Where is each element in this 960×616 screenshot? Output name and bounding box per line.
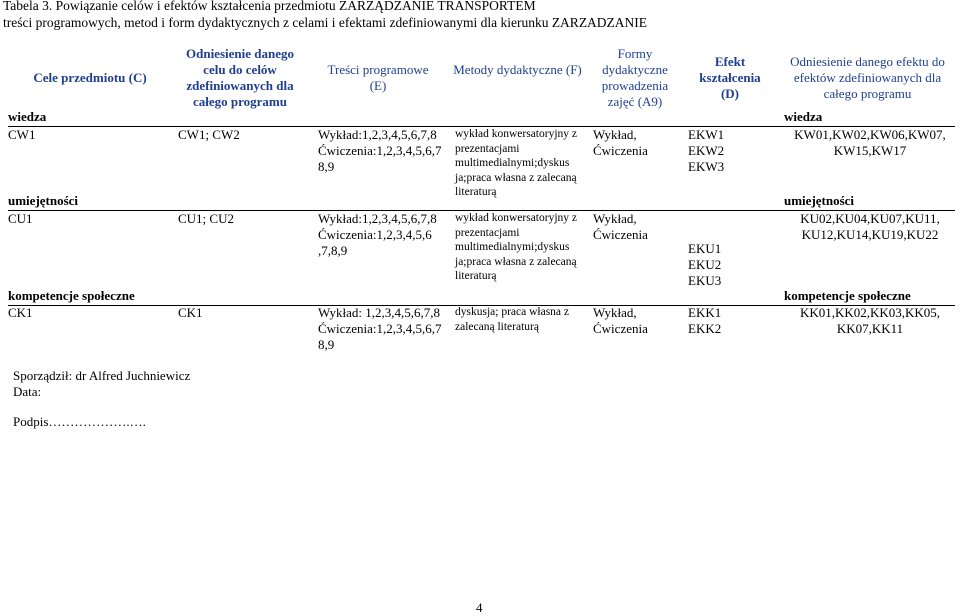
header-odniesienie-efektu: Odniesienie danego efektu do efektów zdefiniowanych dla całego programu <box>790 54 945 101</box>
odniesienie-kompetencje: CK1 <box>178 305 203 320</box>
tresci-umiejetnosci-3: ,7,8,9 <box>318 243 348 258</box>
metody-wiedza: wykład konwersatoryjny z prezentacjami multimedialnymi;dyskus ja;praca własna z zalecaną literaturą <box>455 128 577 198</box>
section-label-umiejetnosci: umiejętności <box>8 193 79 208</box>
efekt-wiedza-3: EKW3 <box>688 159 725 174</box>
odniesienie-umiejetnosci: CU1; CU2 <box>178 211 234 226</box>
tresci-kompetencje-2: Ćwiczenia:1,2,3,4,5,6,7 <box>318 321 442 336</box>
formy-umiejetnosci-1: Wykład, <box>593 211 637 226</box>
efekt-wiedza-1: EKW1 <box>688 127 725 142</box>
tresci-umiejetnosci-1: Wykład:1,2,3,4,5,6,7,8 <box>318 211 437 226</box>
formy-wiedza-1: Wykład, <box>593 127 637 142</box>
date-label: Data: <box>13 384 42 399</box>
tresci-kompetencje-1: Wykład: 1,2,3,4,5,6,7,8 <box>318 305 440 320</box>
formy-kompetencje-1: Wykład, <box>593 305 637 320</box>
odniesienie-efektu-wiedza: KW01,KW02,KW06,KW07, KW15,KW17 <box>794 127 946 158</box>
prepared-by: Sporządził: dr Alfred Juchniewicz <box>13 368 191 383</box>
table-title-line1: Tabela 3. Powiązanie celów i efektów kształcenia przedmiotu ZARZĄDZANIE TRANSPORTEM <box>3 0 536 13</box>
header-cele: Cele przedmiotu (C) <box>33 70 147 85</box>
header-efekt: Efekt kształcenia (D) <box>699 54 761 101</box>
tresci-wiedza-3: 8,9 <box>318 159 335 174</box>
tresci-wiedza-2: Ćwiczenia:1,2,3,4,5,6,7 <box>318 143 442 158</box>
tresci-wiedza-1: Wykład:1,2,3,4,5,6,7,8 <box>318 127 437 142</box>
formy-kompetencje-2: Ćwiczenia <box>593 321 648 336</box>
page-number: 4 <box>476 600 483 615</box>
formy-wiedza-2: Ćwiczenia <box>593 143 648 158</box>
cel-wiedza: CW1 <box>8 127 36 142</box>
metody-umiejetnosci: wykład konwersatoryjny z prezentacjami multimedialnymi;dyskus ja;praca własna z zalecaną literaturą <box>455 212 577 282</box>
header-formy: Formy dydaktyczne prowadzenia zajęć (A9) <box>601 46 669 109</box>
tresci-umiejetnosci-2: Ćwiczenia:1,2,3,4,5,6 <box>318 227 432 242</box>
section-label-right-wiedza: wiedza <box>784 109 823 124</box>
efekt-kompetencje-2: EKK2 <box>688 321 722 336</box>
table-title-line2: treści programowych, metod i form dydaktycznych z celami i efektami zdefiniowanymi dla kierunku ZARZADZANIE <box>3 15 648 30</box>
cel-kompetencje: CK1 <box>8 305 33 320</box>
header-metody: Metody dydaktyczne (F) <box>453 62 582 77</box>
section-label-kompetencje: kompetencje społeczne <box>8 288 135 303</box>
formy-umiejetnosci-2: Ćwiczenia <box>593 227 648 242</box>
efekt-umiejetnosci-2: EKU2 <box>688 257 722 272</box>
tresci-kompetencje-3: 8,9 <box>318 337 335 352</box>
efekt-umiejetnosci-3: EKU3 <box>688 273 722 288</box>
header-tresci: Treści programowe (E) <box>327 62 429 93</box>
section-label-wiedza: wiedza <box>8 109 47 124</box>
cel-umiejetnosci: CU1 <box>8 211 33 226</box>
efekt-umiejetnosci-1: EKU1 <box>688 241 722 256</box>
metody-kompetencje: dyskusja; praca własna z zalecaną literaturą <box>455 306 570 333</box>
section-label-right-kompetencje: kompetencje społeczne <box>784 288 911 303</box>
odniesienie-wiedza: CW1; CW2 <box>178 127 240 142</box>
section-label-right-umiejetnosci: umiejętności <box>784 193 855 208</box>
efekt-kompetencje-1: EKK1 <box>688 305 722 320</box>
efekt-wiedza-2: EKW2 <box>688 143 725 158</box>
header-odniesienie-celu: Odniesienie danego celu do celów zdefiniowanych dla całego programu <box>186 46 294 109</box>
odniesienie-efektu-kompetencje: KK01,KK02,KK03,KK05, KK07,KK11 <box>799 305 941 336</box>
odniesienie-efektu-umiejetnosci: KU02,KU04,KU07,KU11, KU12,KU14,KU19,KU22 <box>800 211 940 242</box>
signature-line: Podpis……………….…. <box>13 414 146 429</box>
